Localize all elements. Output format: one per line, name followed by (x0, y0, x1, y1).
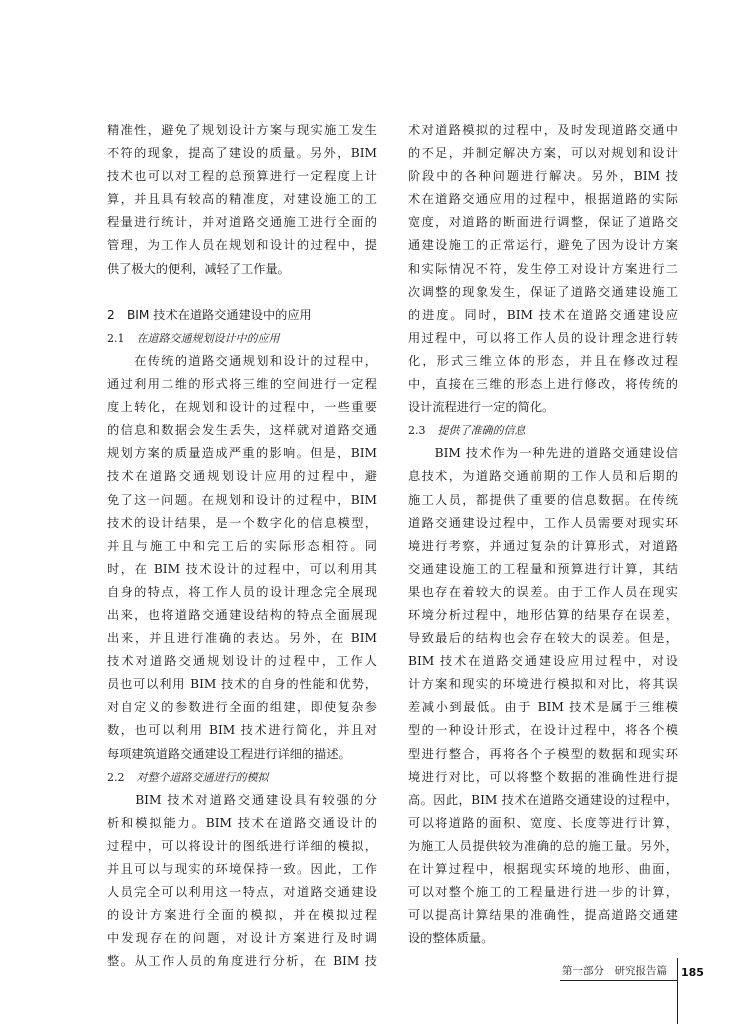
footer-section-label: 第一部分 研究报告篇 (562, 965, 667, 977)
text-line: 果也存在着较大的误差。由于工作人员在现实 (408, 584, 678, 599)
text-line: 次调整的现象发生，保证了道路交通建设施工 (408, 284, 678, 299)
text-line: 道路交通建设过程中，工作人员需要对现实环 (408, 515, 678, 530)
footer-rule-horizontal (560, 980, 677, 981)
text-line: 在计算过程中，根据现实环境的地形、曲面， (408, 862, 678, 876)
text-line: 每项建筑道路交通建设工程进行详细的描述。 (107, 746, 351, 761)
footer-rule-vertical (677, 958, 678, 1024)
text-line: 型的一种设计形式，在设计过程中，将各个模 (408, 723, 678, 738)
text-line: 在传统的道路交通规划和设计的过程中， (107, 353, 377, 368)
text-line: 导致最后的结构也会存在较大的误差。但是， (408, 631, 678, 646)
text-line: 对自定义的参数进行全面的组建，即使复杂参 (107, 700, 377, 715)
text-line: 整。从工作人员的角度进行分析，在 BIM 技 (107, 954, 377, 969)
paragraph-left-2 (107, 350, 377, 766)
paragraph-right-1 (408, 119, 678, 419)
text-line: 息技术，为道路交通前期的工作人员和后期的 (408, 469, 678, 484)
text-line: 可以将道路的面积、宽度、长度等进行计算， (408, 815, 678, 830)
paragraph-right-2 (408, 442, 678, 950)
text-line: 规划方案的质量造成严重的影响。但是，BIM (107, 446, 377, 461)
text-line: 为施工人员提供较为准确的总的施工量。另外， (408, 838, 678, 853)
text-line: 设计流程进行一定的简化。 (408, 400, 555, 415)
text-line: 时，在 BIM 技术设计的过程中，可以利用其 (107, 561, 377, 576)
text-line: 技术也可以对工程的总预算进行一定程度上计 (107, 169, 377, 184)
paragraph-left-1 (107, 119, 377, 281)
text-line: 并且可以与现实的环境保持一致。因此，工作 (107, 862, 377, 876)
text-line: 度上转化，在规划和设计的过程中，一些重要 (107, 400, 377, 415)
text-line: 员也可以利用 BIM 技术的自身的性能和优势， (107, 677, 377, 692)
text-line: 术对道路模拟的过程中，及时发现道路交通中 (408, 123, 678, 137)
text-line: BIM 技术在道路交通建设应用过程中，对设 (408, 654, 678, 669)
text-line: 的信息和数据会发生丢失，这样就对道路交通 (107, 423, 377, 438)
text-line: 管理，为工作人员在规划和设计的过程中，提 (107, 238, 377, 253)
text-line: 可以提高计算结果的准确性，提高道路交通建 (408, 908, 678, 923)
text-line: 术在道路交通应用的过程中，根据道路的实际 (408, 192, 678, 207)
text-line: 用过程中，可以将工作人员的设计理念进行转 (408, 330, 678, 345)
text-line: 析和模拟能力。BIM 技术在道路交通设计的 (107, 815, 377, 830)
text-line: 中发现存在的问题，对设计方案进行及时调 (107, 931, 377, 946)
text-line: 环境分析过程中，地形估算的结果存在误差， (408, 607, 678, 622)
section-spacer (107, 281, 377, 304)
text-line: 境进行考察，并通过复杂的计算形式，对道路 (408, 538, 678, 553)
text-line: 出来，也将道路交通建设结构的特点全面展现 (107, 607, 377, 622)
text-line: 型进行整合，再将各个子模型的数据和现实环 (408, 746, 678, 761)
text-line: 供了极大的便利，减轻了工作量。 (107, 261, 290, 276)
text-line: 高。因此，BIM 技术在道路交通建设的过程中， (408, 792, 678, 807)
text-line: 的进度。同时，BIM 技术在道路交通建设应 (408, 307, 678, 322)
section-2-2-number: 2.2 (107, 770, 125, 784)
text-line: 通建设施工的正常运行，避免了因为设计方案 (408, 238, 678, 253)
text-line: 人员完全可以利用这一特点，对道路交通建设 (107, 885, 377, 900)
text-line: 并且与施工中和完工后的实际形态相符。同 (107, 538, 377, 553)
text-line: 程量进行统计，并对道路交通施工进行全面的 (107, 215, 377, 230)
text-line: 的设计方案进行全面的模拟，并在模拟过程 (107, 908, 377, 923)
left-column (107, 119, 377, 973)
text-line: 的不足，并制定解决方案，可以对规划和设计 (408, 146, 678, 161)
section-2-1-heading (107, 327, 377, 350)
text-line: 中，直接在三维的形态上进行修改，将传统的 (408, 377, 678, 392)
section-2-heading: 2 BIM 技术在道路交通建设中的应用 (107, 307, 312, 322)
text-line: 不符的现象，提高了建设的质量。另外，BIM (107, 146, 377, 161)
text-line: 免了这一问题。在规划和设计的过程中，BIM (107, 492, 377, 507)
section-2-3-title: 提供了准确的信息 (437, 424, 526, 438)
section-2-1-title: 在道路交通规划设计中的应用 (136, 331, 280, 345)
page-number: 185 (681, 966, 704, 979)
text-line: 计方案和现实的环境进行模拟和对比，将其误 (408, 677, 678, 692)
text-line: 技术对道路交通规划设计的过程中，工作人 (107, 654, 377, 669)
text-line: 自身的特点，将工作人员的设计理念完全展现 (107, 584, 377, 599)
text-line: 宽度，对道路的断面进行调整，保证了道路交 (408, 215, 678, 230)
section-2-2-title: 对整个道路交通进行的模拟 (136, 770, 269, 784)
paragraph-left-3 (107, 789, 377, 974)
text-line: 施工人员，都提供了重要的信息数据。在传统 (408, 492, 678, 507)
section-2-3-number: 2.3 (408, 424, 426, 438)
text-line: 交通建设施工的工程量和预算进行计算，其结 (408, 561, 678, 576)
text-line: 设的整体质量。 (408, 931, 494, 946)
text-line: 算，并且具有较高的精准度，对建设施工的工 (107, 192, 377, 207)
text-line: 境进行对比，可以将整个数据的准确性进行提 (408, 769, 678, 784)
text-line: 技术的设计结果，是一个数字化的信息模型， (107, 515, 377, 530)
text-line: BIM 技术对道路交通建设具有较强的分 (107, 792, 377, 807)
text-line: 可以对整个施工的工程量进行进一步的计算， (408, 885, 678, 900)
right-column (408, 119, 678, 950)
text-line: 数，也可以利用 BIM 技术进行简化，并且对 (107, 723, 377, 738)
text-line: 精准性，避免了规划设计方案与现实施工发生 (107, 123, 377, 137)
text-line: 差减小到最低。由于 BIM 技术是属于三维模 (408, 700, 678, 715)
text-line: 化，形式三维立体的形态，并且在修改过程 (408, 353, 678, 368)
section-2-2-heading (107, 766, 377, 789)
text-line: 过程中，可以将设计的图纸进行详细的模拟， (107, 838, 377, 853)
text-line: 技术在道路交通规划设计应用的过程中，避 (107, 469, 377, 484)
section-2-3-heading (408, 419, 678, 442)
text-line: 出来，并且进行准确的表达。另外，在 BIM (107, 631, 377, 646)
text-line: 和实际情况不符，发生停工对设计方案进行二 (408, 261, 678, 276)
text-line: 阶段中的各种问题进行解决。另外，BIM 技 (408, 169, 678, 184)
text-line: 通过利用二维的形式将三维的空间进行一定程 (107, 377, 377, 392)
text-line: BIM 技术作为一种先进的道路交通建设信 (408, 446, 678, 461)
section-2-1-number: 2.1 (107, 331, 125, 345)
